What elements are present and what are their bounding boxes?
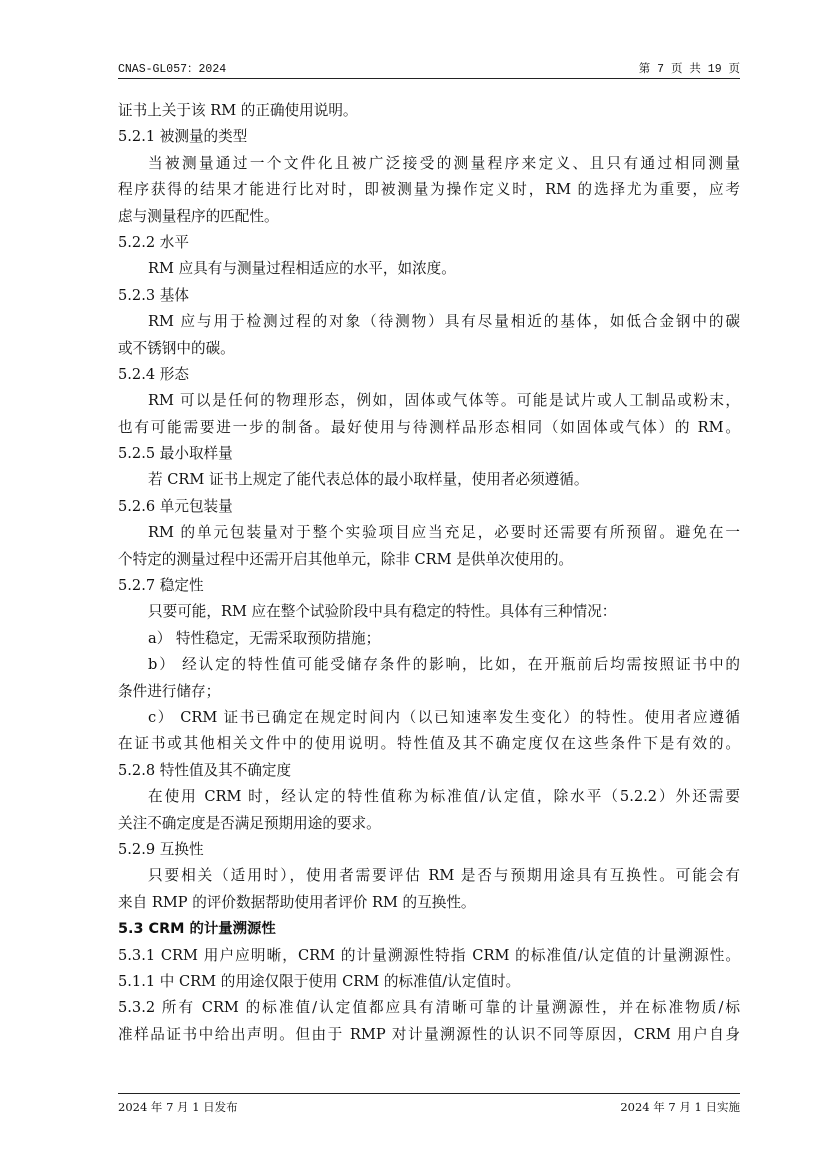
body-text: 在证书或其他相关文件中的使用说明。特性值及其不确定度仅在这些条件下是有效的。 bbox=[118, 735, 740, 753]
body-text: 虑与测量程序的匹配性。 bbox=[118, 207, 279, 225]
section-heading: 5.2.3 基体 bbox=[118, 286, 189, 304]
body-text: 若 CRM 证书上规定了能代表总体的最小取样量，使用者必须遵循。 bbox=[148, 471, 589, 489]
body-text: 条件进行储存； bbox=[118, 682, 221, 700]
section-heading: 5.2.7 稳定性 bbox=[118, 577, 204, 595]
body-text: 也有可能需要进一步的制备。最好使用与待测样品形态相同（如固体或气体）的 RM。 bbox=[118, 418, 740, 436]
section-heading: 5.2.1 被测量的类型 bbox=[118, 128, 248, 146]
body-text: 或不锈钢中的碳。 bbox=[118, 339, 235, 357]
body-text: RM 可以是任何的物理形态，例如，固体或气体等。可能是试片或人工制品或粉末， bbox=[148, 392, 740, 410]
body-text: RM 应与用于检测过程的对象（待测物）具有尽量相近的基体，如低合金钢中的碳 bbox=[148, 313, 740, 331]
body-text: 5.1.1 中 CRM 的用途仅限于使用 CRM 的标准值/认定值时。 bbox=[118, 972, 521, 990]
page-footer bbox=[118, 1093, 740, 1119]
body-text: 只要可能，RM 应在整个试验阶段中具有稳定的特性。具体有三种情况： bbox=[148, 603, 617, 621]
body-text: 来自 RMP 的评价数据帮助使用者评价 RM 的互换性。 bbox=[118, 893, 476, 911]
body-text: c） CRM 证书已确定在规定时间内（以已知速率发生变化）的特性。使用者应遵循 bbox=[148, 708, 740, 726]
body-text: 5.3.1 CRM 用户应明晰，CRM 的计量溯源性特指 CRM 的标准值/认定值的计量溯源性。 bbox=[118, 946, 740, 964]
section-heading: 5.2.2 水平 bbox=[118, 233, 189, 251]
body-text: RM 应具有与测量过程相适应的水平，如浓度。 bbox=[148, 260, 456, 278]
section-heading: 5.2.5 最小取样量 bbox=[118, 445, 233, 463]
body-text: 准样品证书中给出声明。但由于 RMP 对计量溯源性的认识不同等原因，CRM 用户自身 bbox=[118, 1025, 740, 1043]
body-text: 程序获得的结果才能进行比对时，即被测量为操作定义时，RM 的选择尤为重要，应考 bbox=[118, 181, 740, 199]
subsection-heading: 5.3 CRM 的计量溯源性 bbox=[118, 921, 276, 938]
body-text: RM 的单元包装量对于整个实验项目应当充足，必要时还需要有所预留。避免在一 bbox=[148, 524, 740, 542]
section-heading: 5.2.9 互换性 bbox=[118, 840, 204, 858]
section-heading: 5.2.6 单元包装量 bbox=[118, 497, 233, 515]
section-heading: 5.2.4 形态 bbox=[118, 365, 189, 383]
body-text: 证书上关于该 RM 的正确使用说明。 bbox=[118, 102, 358, 119]
body-text: 5.3.2 所有 CRM 的标准值/认定值都应具有清晰可靠的计量溯源性，并在标准物质/标 bbox=[118, 999, 740, 1017]
body-text: 当被测量通过一个文件化且被广泛接受的测量程序来定义、且只有通过相同测量 bbox=[148, 154, 740, 172]
document-code: CNAS-GL057：2024 bbox=[118, 63, 227, 76]
body-text: b） 经认定的特性值可能受储存条件的影响，比如，在开瓶前后均需按照证书中的 bbox=[148, 656, 740, 674]
body-text: 只要相关（适用时），使用者需要评估 RM 是否与预期用途具有互换性。可能会有 bbox=[148, 867, 740, 885]
page-number: 第 7 页 共 19 页 bbox=[638, 63, 740, 76]
body-text: 个特定的测量过程中还需开启其他单元，除非 CRM 是供单次使用的。 bbox=[118, 550, 574, 568]
page-header bbox=[118, 60, 740, 79]
implement-date: 2024 年 7 月 1 日实施 bbox=[620, 1100, 740, 1114]
body-text: a） 特性稳定，无需采取预防措施； bbox=[148, 629, 381, 647]
body-text: 关注不确定度是否满足预期用途的要求。 bbox=[118, 814, 381, 832]
publish-date: 2024 年 7 月 1 日发布 bbox=[118, 1100, 238, 1114]
section-heading: 5.2.8 特性值及其不确定度 bbox=[118, 761, 292, 779]
body-text: 在使用 CRM 时，经认定的特性值称为标准值/认定值，除水平（5.2.2）外还需要 bbox=[148, 788, 740, 806]
document-body bbox=[118, 98, 740, 1048]
